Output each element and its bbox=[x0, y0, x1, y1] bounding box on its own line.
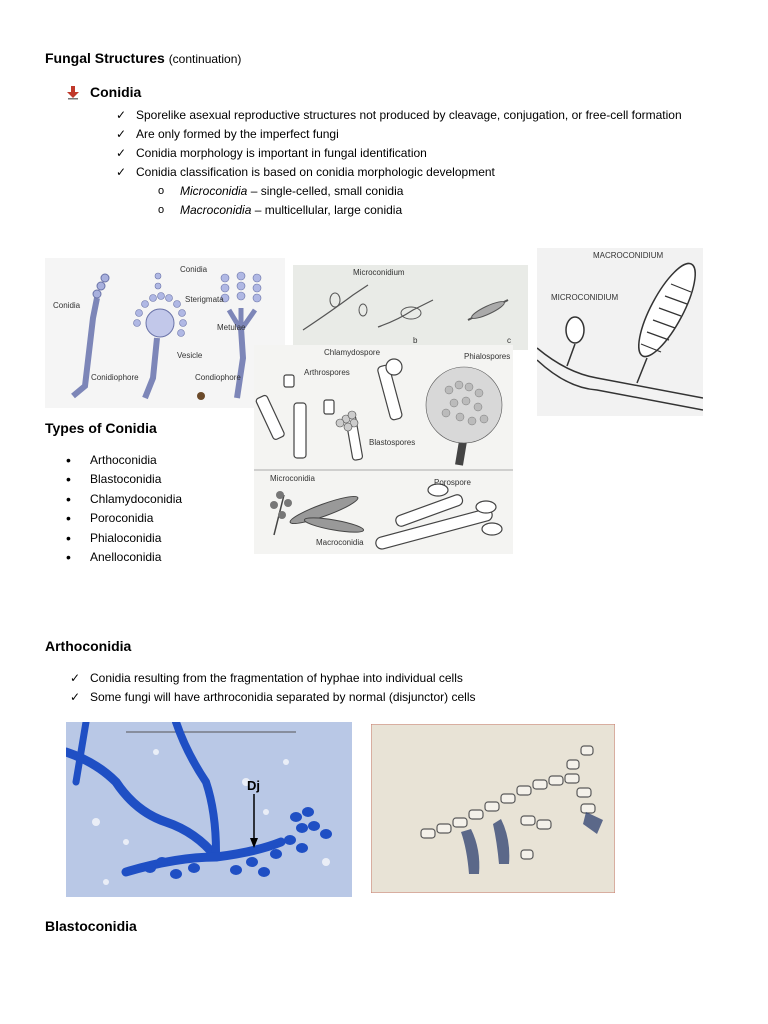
fig3-label-1: MACROCONIDIUM bbox=[593, 251, 664, 260]
conidiophore-diagram bbox=[45, 258, 285, 408]
page-subtitle: (continuation) bbox=[168, 52, 242, 66]
type-item-6: • Anelloconidia bbox=[90, 548, 182, 567]
arthoconidia-points bbox=[90, 669, 690, 707]
fig4-label-3: Phialospores bbox=[464, 352, 511, 361]
conidia-point-4: ✓ Conidia classification is based on conidia morphologic development bbox=[136, 163, 756, 182]
conidia-subtypes bbox=[180, 182, 403, 220]
type-item-3: • Chlamydoconidia bbox=[90, 490, 182, 509]
type-item-4: • Poroconidia bbox=[90, 509, 182, 528]
fig1-label-1: Conidia bbox=[53, 301, 81, 310]
type-item-2: • Blastoconidia bbox=[90, 470, 182, 489]
arthroconidia-chain-photo bbox=[371, 724, 615, 893]
subtype-micro bbox=[180, 182, 403, 201]
fig4-label-2: Arthrospores bbox=[304, 368, 350, 377]
fig1-label-3: Sterigmata bbox=[185, 295, 224, 304]
fig1-label-7: Condiophore bbox=[195, 373, 241, 382]
fig4-label-1: Chlamydospore bbox=[324, 348, 381, 357]
subtype-macro bbox=[180, 201, 403, 220]
fig4-label-4: Blastospores bbox=[369, 438, 416, 447]
fig1-label-6: Conidiophore bbox=[91, 373, 139, 382]
subtype-micro-term: Microconidia bbox=[180, 184, 248, 198]
fig2-label-2: b bbox=[413, 336, 418, 345]
page-title bbox=[45, 50, 241, 66]
conidia-heading: Conidia bbox=[90, 84, 142, 100]
fig3-label-2: MICROCONIDIUM bbox=[551, 293, 619, 302]
arthoconidia-point-1: ✓ Conidia resulting from the fragmentation of hyphae into individual cells bbox=[90, 669, 690, 688]
fig2-label-1: Microconidium bbox=[353, 268, 405, 277]
spore-types-diagram bbox=[254, 345, 513, 554]
conidia-arrow-icon bbox=[66, 84, 80, 105]
fig2-label-3: c bbox=[507, 336, 511, 345]
conidia-point-3: ✓ Conidia morphology is important in fungal identification bbox=[136, 144, 756, 163]
arthroconidia-stain-photo bbox=[66, 722, 352, 897]
subtype-macro-term: Macroconidia bbox=[180, 203, 252, 217]
fig1-label-5: Vesicle bbox=[177, 351, 203, 360]
fig4-label-6: Macroconidia bbox=[316, 538, 364, 547]
conidia-point-1: ✓ Sporelike asexual reproductive structures not produced by cleavage, conjugation, or free-cell formation bbox=[136, 106, 756, 125]
fig1-label-2: Conidia bbox=[180, 265, 208, 274]
arthoconidia-point-2: ✓ Some fungi will have arthroconidia separated by normal (disjunctor) cells bbox=[90, 688, 690, 707]
subtype-micro-desc: – single-celled, small conidia bbox=[247, 184, 404, 198]
type-item-1: • Arthoconidia bbox=[90, 451, 182, 470]
arthoconidia-heading: Arthoconidia bbox=[45, 638, 132, 654]
photo-label-dj: Dj bbox=[247, 778, 260, 793]
conidia-point-2: ✓ Are only formed by the imperfect fungi bbox=[136, 125, 756, 144]
page-title-text: Fungal Structures bbox=[45, 50, 165, 66]
conidia-points bbox=[136, 106, 756, 182]
types-heading: Types of Conidia bbox=[45, 420, 157, 436]
type-item-5: • Phialoconidia bbox=[90, 529, 182, 548]
blastoconidia-heading: Blastoconidia bbox=[45, 918, 137, 934]
types-list bbox=[90, 451, 182, 567]
fig4-label-5: Microconidia bbox=[270, 474, 315, 483]
fig4-label-7: Porospore bbox=[434, 478, 471, 487]
microconidium-sketch bbox=[293, 265, 528, 350]
subtype-macro-desc: – multicellular, large conidia bbox=[251, 203, 403, 217]
macro-microconidium-drawing bbox=[537, 248, 703, 416]
fig1-label-4: Metulae bbox=[217, 323, 246, 332]
